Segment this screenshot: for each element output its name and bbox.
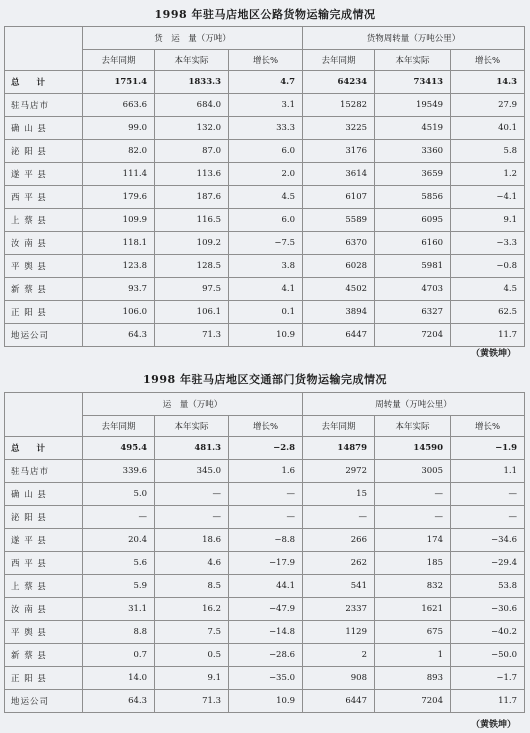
region-name: 平 舆 县	[5, 621, 83, 644]
data-cell: 71.3	[155, 324, 229, 347]
col-this-year: 本年实际	[375, 416, 451, 437]
data-cell: 4.5	[229, 186, 303, 209]
col-last-year: 去年同期	[83, 50, 155, 71]
data-cell: 262	[303, 552, 375, 575]
data-cell: 663.6	[83, 94, 155, 117]
data-cell: 40.1	[451, 117, 525, 140]
data-cell: 106.0	[83, 301, 155, 324]
data-cell: 4519	[375, 117, 451, 140]
data-cell: 6447	[303, 690, 375, 713]
data-cell: 10.9	[229, 690, 303, 713]
data-cell: —	[375, 506, 451, 529]
table-row	[5, 644, 525, 667]
data-cell: 53.8	[451, 575, 525, 598]
data-cell: 87.0	[155, 140, 229, 163]
road-freight-table	[4, 26, 525, 347]
data-cell: —	[229, 483, 303, 506]
region-name: 平 舆 县	[5, 255, 83, 278]
data-cell: 481.3	[155, 437, 229, 460]
table-row	[5, 255, 525, 278]
data-cell: 6160	[375, 232, 451, 255]
data-cell: 5.9	[83, 575, 155, 598]
data-cell: 3894	[303, 301, 375, 324]
data-cell: 187.6	[155, 186, 229, 209]
data-cell: —	[155, 483, 229, 506]
data-cell: 6.0	[229, 209, 303, 232]
data-cell: 64.3	[83, 324, 155, 347]
data-cell: 14879	[303, 437, 375, 460]
data-cell: 33.3	[229, 117, 303, 140]
data-cell: —	[155, 506, 229, 529]
region-name: 西 平 县	[5, 186, 83, 209]
region-name: 地运公司	[5, 324, 83, 347]
table-row	[5, 529, 525, 552]
table-row	[5, 324, 525, 347]
data-cell: 3659	[375, 163, 451, 186]
data-cell: 5.8	[451, 140, 525, 163]
region-name: 上 蔡 县	[5, 209, 83, 232]
col-last-year: 去年同期	[303, 50, 375, 71]
region-name: 西 平 县	[5, 552, 83, 575]
data-cell: 1129	[303, 621, 375, 644]
table-row	[5, 460, 525, 483]
data-cell: —	[451, 483, 525, 506]
data-cell: 266	[303, 529, 375, 552]
data-cell: 118.1	[83, 232, 155, 255]
data-cell: −50.0	[451, 644, 525, 667]
region-name: 驻马店市	[5, 460, 83, 483]
table-row	[5, 163, 525, 186]
data-cell: 1751.4	[83, 71, 155, 94]
table-row	[5, 186, 525, 209]
data-cell: 3005	[375, 460, 451, 483]
data-cell: −34.6	[451, 529, 525, 552]
data-cell: 2.0	[229, 163, 303, 186]
data-cell: 11.7	[451, 690, 525, 713]
data-cell: −40.2	[451, 621, 525, 644]
total-row	[5, 71, 525, 94]
col-this-year: 本年实际	[155, 416, 229, 437]
data-cell: 5.6	[83, 552, 155, 575]
region-name: 遂 平 县	[5, 529, 83, 552]
data-cell: 9.1	[155, 667, 229, 690]
data-cell: 495.4	[83, 437, 155, 460]
data-cell: 3360	[375, 140, 451, 163]
data-cell: 5.0	[83, 483, 155, 506]
data-cell: 174	[375, 529, 451, 552]
total-row	[5, 437, 525, 460]
data-cell: 111.4	[83, 163, 155, 186]
data-cell: 3225	[303, 117, 375, 140]
data-cell: 7204	[375, 690, 451, 713]
table-row	[5, 667, 525, 690]
data-cell: 832	[375, 575, 451, 598]
table-row	[5, 506, 525, 529]
data-cell: 0.7	[83, 644, 155, 667]
data-cell: 62.5	[451, 301, 525, 324]
data-cell: 14.0	[83, 667, 155, 690]
region-name: 上 蔡 县	[5, 575, 83, 598]
data-cell: 109.9	[83, 209, 155, 232]
col-this-year: 本年实际	[155, 50, 229, 71]
data-cell: −2.8	[229, 437, 303, 460]
data-cell: 5589	[303, 209, 375, 232]
data-cell: 109.2	[155, 232, 229, 255]
freight-volume-header: 运 量（万吨）	[83, 393, 303, 416]
table-row	[5, 301, 525, 324]
data-cell: −35.0	[229, 667, 303, 690]
col-growth: 增长%	[451, 416, 525, 437]
region-name: 正 阳 县	[5, 667, 83, 690]
data-cell: −8.8	[229, 529, 303, 552]
data-cell: 116.5	[155, 209, 229, 232]
data-cell: 6095	[375, 209, 451, 232]
data-cell: 4.5	[451, 278, 525, 301]
data-cell: 3.1	[229, 94, 303, 117]
data-cell: 185	[375, 552, 451, 575]
data-cell: 3.8	[229, 255, 303, 278]
data-cell: 6447	[303, 324, 375, 347]
data-cell: 14.3	[451, 71, 525, 94]
data-cell: 893	[375, 667, 451, 690]
data-cell: −1.9	[451, 437, 525, 460]
table-row	[5, 690, 525, 713]
data-cell: −0.8	[451, 255, 525, 278]
freight-volume-header: 货 运 量（万吨）	[83, 27, 303, 50]
region-name: 泌 阳 县	[5, 140, 83, 163]
col-growth: 增长%	[451, 50, 525, 71]
data-cell: 5856	[375, 186, 451, 209]
data-cell: 6107	[303, 186, 375, 209]
data-cell: 4.7	[229, 71, 303, 94]
data-cell: 1621	[375, 598, 451, 621]
data-cell: 2337	[303, 598, 375, 621]
data-cell: 4703	[375, 278, 451, 301]
data-cell: 31.1	[83, 598, 155, 621]
table-row	[5, 598, 525, 621]
data-cell: 82.0	[83, 140, 155, 163]
data-cell: 10.9	[229, 324, 303, 347]
region-name: 总 计	[5, 437, 83, 460]
author-credit: （黄铁坤）	[470, 720, 516, 730]
author-credit: （黄铁坤）	[470, 349, 516, 359]
region-name: 泌 阳 县	[5, 506, 83, 529]
data-cell: −17.9	[229, 552, 303, 575]
data-cell: 15282	[303, 94, 375, 117]
data-cell: 4.6	[155, 552, 229, 575]
table1-title: 1998 年驻马店地区公路货物运输完成情况	[154, 8, 376, 21]
data-cell: 123.8	[83, 255, 155, 278]
data-cell: 27.9	[451, 94, 525, 117]
col-last-year: 去年同期	[303, 416, 375, 437]
table-row	[5, 94, 525, 117]
data-cell: 15	[303, 483, 375, 506]
data-cell: 0.5	[155, 644, 229, 667]
table-row	[5, 232, 525, 255]
data-cell: 4502	[303, 278, 375, 301]
data-cell: —	[375, 483, 451, 506]
table-row	[5, 621, 525, 644]
data-cell: 1.6	[229, 460, 303, 483]
data-cell: 6327	[375, 301, 451, 324]
data-cell: 5981	[375, 255, 451, 278]
data-cell: 128.5	[155, 255, 229, 278]
data-cell: 1833.3	[155, 71, 229, 94]
region-name: 确 山 县	[5, 483, 83, 506]
data-cell: 0.1	[229, 301, 303, 324]
region-name: 总 计	[5, 71, 83, 94]
region-name: 汝 南 县	[5, 232, 83, 255]
region-name: 新 蔡 县	[5, 278, 83, 301]
data-cell: −28.6	[229, 644, 303, 667]
region-name: 新 蔡 县	[5, 644, 83, 667]
data-cell: 3176	[303, 140, 375, 163]
data-cell: 71.3	[155, 690, 229, 713]
data-cell: 675	[375, 621, 451, 644]
data-cell: −30.6	[451, 598, 525, 621]
data-cell: —	[83, 506, 155, 529]
data-cell: 9.1	[451, 209, 525, 232]
col-growth: 增长%	[229, 50, 303, 71]
data-cell: 73413	[375, 71, 451, 94]
data-cell: 19549	[375, 94, 451, 117]
region-name: 确 山 县	[5, 117, 83, 140]
data-cell: 8.5	[155, 575, 229, 598]
data-cell: 7.5	[155, 621, 229, 644]
data-cell: 2	[303, 644, 375, 667]
data-cell: —	[303, 506, 375, 529]
data-cell: 132.0	[155, 117, 229, 140]
corner-header	[5, 393, 83, 437]
data-cell: 44.1	[229, 575, 303, 598]
data-cell: 64.3	[83, 690, 155, 713]
data-cell: 16.2	[155, 598, 229, 621]
data-cell: 339.6	[83, 460, 155, 483]
data-cell: 113.6	[155, 163, 229, 186]
transport-dept-freight-table	[4, 392, 525, 713]
data-cell: −29.4	[451, 552, 525, 575]
region-name: 地运公司	[5, 690, 83, 713]
corner-header	[5, 27, 83, 71]
data-cell: −4.1	[451, 186, 525, 209]
region-name: 正 阳 县	[5, 301, 83, 324]
table-row	[5, 209, 525, 232]
data-cell: 8.8	[83, 621, 155, 644]
table-row	[5, 278, 525, 301]
data-cell: −3.3	[451, 232, 525, 255]
data-cell: 1.1	[451, 460, 525, 483]
data-cell: 179.6	[83, 186, 155, 209]
data-cell: 684.0	[155, 94, 229, 117]
data-cell: 93.7	[83, 278, 155, 301]
table-row	[5, 575, 525, 598]
data-cell: 1.2	[451, 163, 525, 186]
data-cell: 6028	[303, 255, 375, 278]
table-row	[5, 117, 525, 140]
data-cell: 6370	[303, 232, 375, 255]
table2-title: 1998 年驻马店地区交通部门货物运输完成情况	[143, 373, 387, 386]
data-cell: 18.6	[155, 529, 229, 552]
data-cell: 11.7	[451, 324, 525, 347]
table-row	[5, 483, 525, 506]
col-this-year: 本年实际	[375, 50, 451, 71]
freight-turnover-header: 货物周转量（万吨公里）	[303, 27, 525, 50]
data-cell: 1	[375, 644, 451, 667]
data-cell: 3614	[303, 163, 375, 186]
data-cell: —	[451, 506, 525, 529]
data-cell: 2972	[303, 460, 375, 483]
freight-turnover-header: 周转量（万吨公里）	[303, 393, 525, 416]
data-cell: 345.0	[155, 460, 229, 483]
data-cell: 106.1	[155, 301, 229, 324]
data-cell: 6.0	[229, 140, 303, 163]
table-row	[5, 552, 525, 575]
col-last-year: 去年同期	[83, 416, 155, 437]
table-row	[5, 140, 525, 163]
data-cell: 4.1	[229, 278, 303, 301]
data-cell: −7.5	[229, 232, 303, 255]
data-cell: 64234	[303, 71, 375, 94]
data-cell: 97.5	[155, 278, 229, 301]
data-cell: —	[229, 506, 303, 529]
data-cell: −14.8	[229, 621, 303, 644]
col-growth: 增长%	[229, 416, 303, 437]
data-cell: 20.4	[83, 529, 155, 552]
region-name: 遂 平 县	[5, 163, 83, 186]
data-cell: 7204	[375, 324, 451, 347]
data-cell: 908	[303, 667, 375, 690]
data-cell: −1.7	[451, 667, 525, 690]
data-cell: −47.9	[229, 598, 303, 621]
data-cell: 99.0	[83, 117, 155, 140]
region-name: 驻马店市	[5, 94, 83, 117]
region-name: 汝 南 县	[5, 598, 83, 621]
data-cell: 14590	[375, 437, 451, 460]
data-cell: 541	[303, 575, 375, 598]
